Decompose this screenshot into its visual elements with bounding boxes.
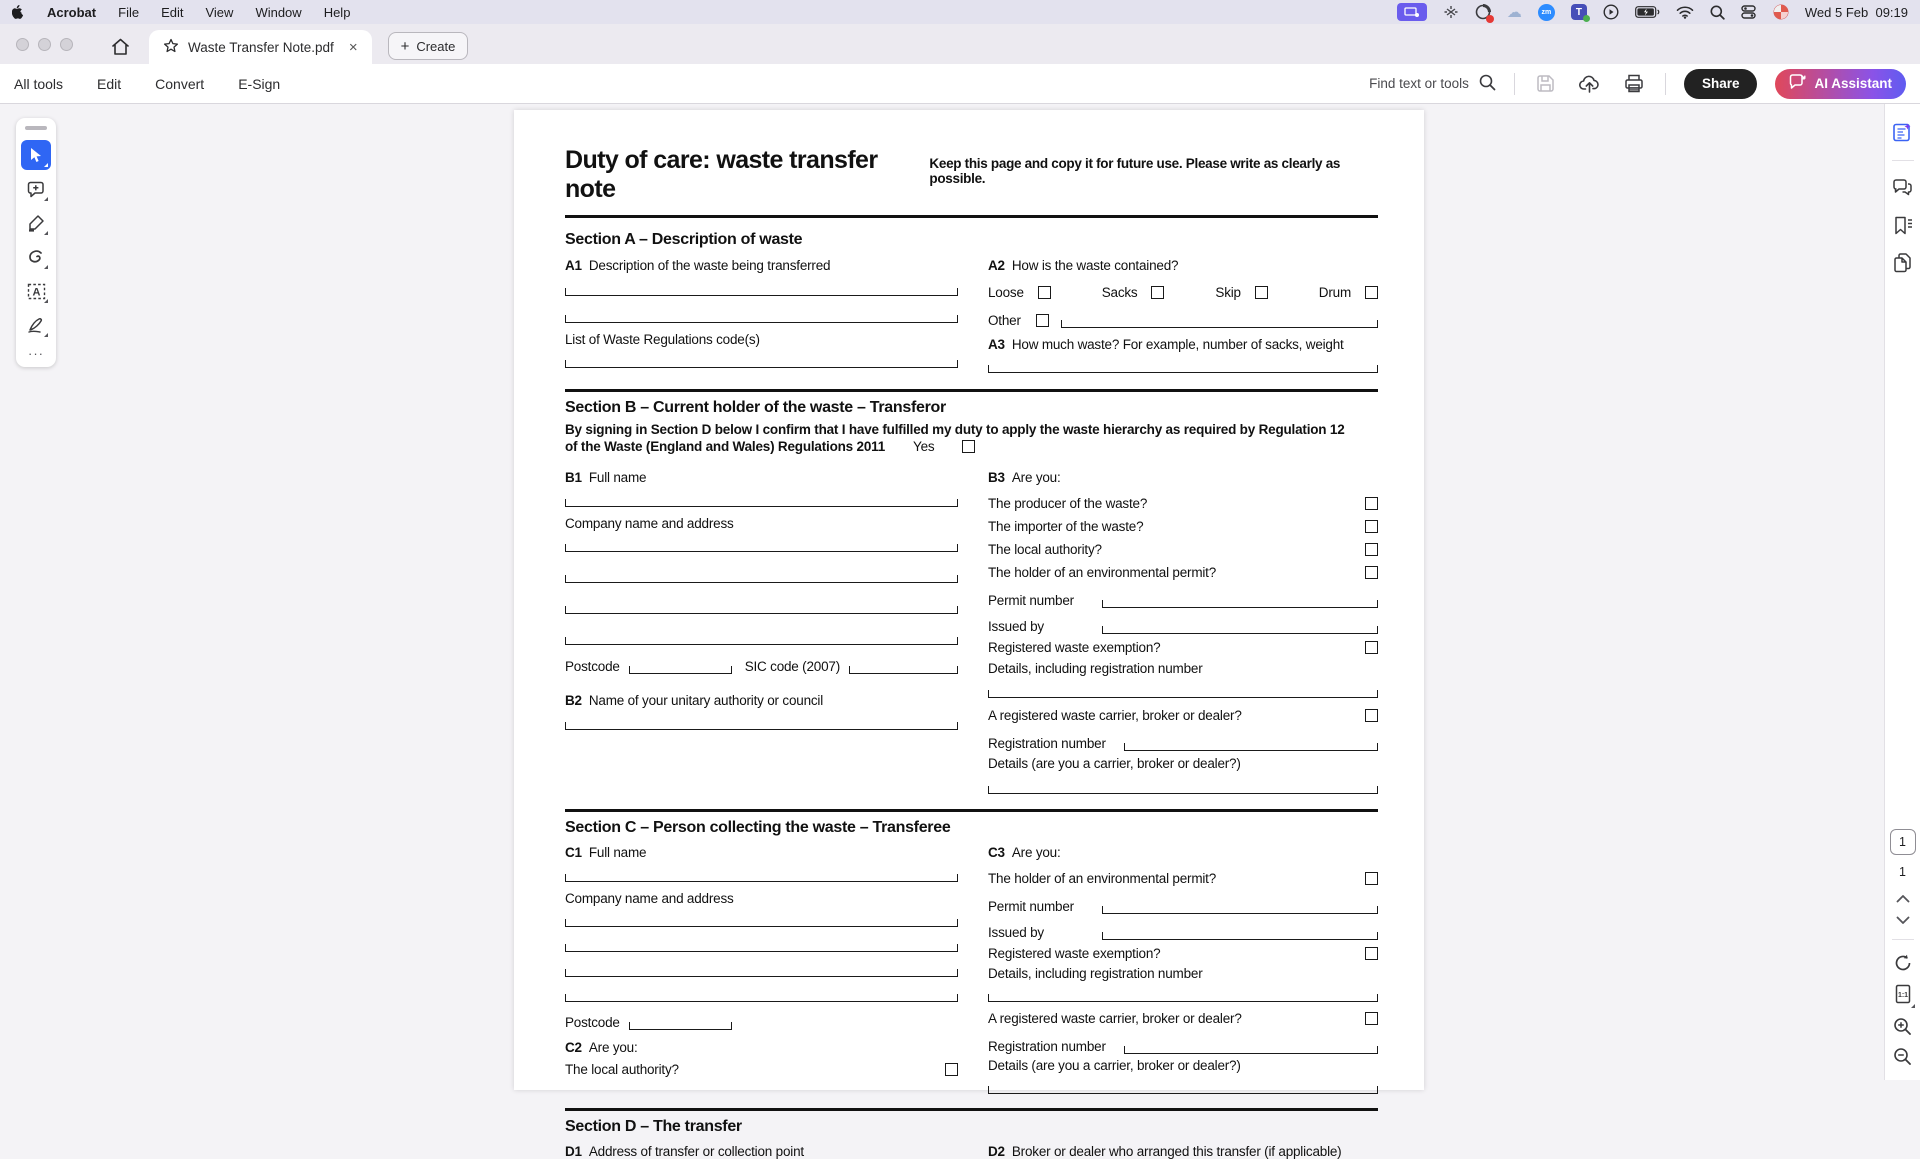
svg-text:1:1: 1:1 bbox=[1897, 992, 1908, 999]
section-rule bbox=[565, 215, 1378, 218]
field-b2-label: B2 Name of your unitary authority or council bbox=[565, 693, 824, 708]
next-page-button[interactable] bbox=[1891, 909, 1915, 931]
right-panel-rail bbox=[1884, 104, 1920, 1080]
checkbox-exemption bbox=[1365, 641, 1378, 654]
write-line bbox=[565, 919, 958, 927]
field-c1-label: C1 Full name bbox=[565, 845, 647, 860]
previous-page-button[interactable] bbox=[1891, 887, 1915, 909]
field-c3-label: C3 Are you: bbox=[988, 845, 1061, 860]
details-carrier-label: Details (are you a carrier, broker or dealer?) bbox=[988, 756, 1241, 771]
q-exemption-label: Registered waste exemption? bbox=[988, 945, 1161, 961]
tab-convert[interactable]: Convert bbox=[155, 75, 205, 92]
page-fit-button[interactable] bbox=[1891, 978, 1915, 1010]
ai-summary-button[interactable] bbox=[1891, 120, 1915, 144]
checkbox-carrier bbox=[1365, 709, 1378, 722]
write-line bbox=[565, 288, 958, 296]
registration-number-label: Registration number bbox=[988, 1039, 1106, 1054]
ai-assistant-icon bbox=[1789, 74, 1806, 93]
checkbox-c-local-authority bbox=[945, 1063, 958, 1076]
q-producer-label: The producer of the waste? bbox=[988, 495, 1148, 511]
write-line bbox=[988, 994, 1378, 1002]
write-line bbox=[1102, 932, 1378, 940]
checkbox-c-carrier bbox=[1365, 1012, 1378, 1025]
menu-window[interactable]: Window bbox=[255, 4, 302, 20]
fill-sign-tool-button[interactable] bbox=[21, 310, 51, 340]
section-a-heading: Section A – Description of waste bbox=[565, 231, 803, 248]
checkbox-env-permit bbox=[1365, 566, 1378, 579]
permit-number-label: Permit number bbox=[988, 593, 1074, 608]
write-line bbox=[1124, 743, 1378, 751]
checkbox-importer bbox=[1365, 520, 1378, 533]
spotlight-search-icon[interactable] bbox=[1710, 3, 1725, 21]
tab-title: Waste Transfer Note.pdf bbox=[188, 39, 334, 55]
q-importer-label: The importer of the waste? bbox=[988, 518, 1144, 534]
q-local-authority-label: The local authority? bbox=[988, 541, 1102, 557]
write-line bbox=[565, 544, 958, 552]
control-center-icon[interactable] bbox=[1741, 3, 1757, 21]
field-a2-label: A2 How is the waste contained? bbox=[988, 258, 1179, 273]
window-minimize-button[interactable] bbox=[38, 38, 51, 51]
page-number-input[interactable]: 1 bbox=[1890, 829, 1916, 855]
play-circle-icon[interactable] bbox=[1603, 3, 1619, 21]
wifi-icon[interactable] bbox=[1676, 3, 1694, 21]
write-line bbox=[1124, 1046, 1378, 1054]
checkbox-producer bbox=[1365, 497, 1378, 510]
issued-by-label: Issued by bbox=[988, 925, 1044, 940]
more-tools-button[interactable]: ··· bbox=[28, 346, 44, 361]
write-line bbox=[1102, 906, 1378, 914]
create-button[interactable] bbox=[388, 32, 469, 60]
write-line bbox=[565, 315, 958, 323]
toolbar-divider bbox=[1514, 73, 1515, 95]
quick-tools-palette bbox=[16, 118, 56, 367]
postcode-label: Postcode bbox=[565, 659, 620, 674]
svg-text:A: A bbox=[32, 286, 40, 298]
menu-view[interactable]: View bbox=[205, 4, 234, 20]
bookmarks-panel-button[interactable] bbox=[1891, 213, 1915, 237]
write-line bbox=[565, 722, 958, 730]
add-comment-tool-button[interactable] bbox=[21, 174, 51, 204]
zoom-out-button[interactable] bbox=[1891, 1042, 1915, 1070]
checkbox-c-exemption bbox=[1365, 947, 1378, 960]
field-b1-label: B1 Full name bbox=[565, 470, 647, 485]
search-icon bbox=[1479, 74, 1496, 94]
container-loose-label: Loose bbox=[988, 284, 1024, 300]
window-close-button[interactable] bbox=[16, 38, 29, 51]
checkbox-skip bbox=[1255, 286, 1268, 299]
menu-help[interactable]: Help bbox=[323, 4, 351, 20]
q-local-authority-label: The local authority? bbox=[565, 1061, 679, 1077]
page-total-label: 1 bbox=[1899, 865, 1906, 879]
ai-assistant-button[interactable] bbox=[1775, 69, 1906, 99]
create-label: Create bbox=[416, 38, 456, 54]
write-line bbox=[629, 666, 732, 674]
section-d-heading: Section D – The transfer bbox=[565, 1118, 742, 1135]
write-line bbox=[565, 969, 958, 977]
container-skip-label: Skip bbox=[1215, 284, 1241, 300]
q-exemption-label: Registered waste exemption? bbox=[988, 639, 1161, 655]
company-label: Company name and address bbox=[565, 891, 734, 906]
issued-by-label: Issued by bbox=[988, 619, 1044, 634]
cloud-sync-icon[interactable]: ☁ bbox=[1506, 4, 1522, 21]
select-tool-button[interactable] bbox=[21, 140, 51, 170]
document-canvas bbox=[0, 104, 1920, 1159]
write-line bbox=[988, 365, 1378, 373]
form-subtitle: Keep this page and copy it for future use. Please write as clearly as possible. bbox=[929, 156, 1341, 186]
highlight-tool-button[interactable] bbox=[21, 208, 51, 238]
details-reg-label: Details, including registration number bbox=[988, 966, 1203, 981]
write-line bbox=[1102, 600, 1378, 608]
document-tab[interactable] bbox=[149, 30, 372, 64]
menubar-clock[interactable]: Wed 5 Feb 09:19 bbox=[1804, 4, 1908, 20]
palette-drag-handle[interactable] bbox=[25, 126, 47, 130]
write-line bbox=[849, 666, 958, 674]
container-other-label: Other bbox=[988, 313, 1021, 328]
details-carrier-label: Details (are you a carrier, broker or dealer?) bbox=[988, 1058, 1241, 1073]
waste-codes-label: List of Waste Regulations code(s) bbox=[565, 332, 760, 347]
write-line bbox=[565, 606, 958, 614]
rotate-page-button[interactable] bbox=[1891, 948, 1915, 978]
tab-esign[interactable]: E-Sign bbox=[238, 75, 281, 92]
macos-menubar bbox=[0, 0, 1920, 24]
write-line bbox=[988, 690, 1378, 698]
write-line bbox=[1061, 320, 1378, 328]
section-b-declaration-2: of the Waste (England and Wales) Regulations 2011 bbox=[565, 439, 886, 454]
write-line bbox=[629, 1022, 732, 1030]
write-line bbox=[988, 1086, 1378, 1094]
section-rule bbox=[565, 809, 1378, 812]
save-button[interactable] bbox=[1533, 71, 1559, 97]
registration-number-label: Registration number bbox=[988, 736, 1106, 751]
checkbox-c-env-permit bbox=[1365, 872, 1378, 885]
print-button[interactable] bbox=[1621, 71, 1647, 97]
form-title: Duty of care: waste transfer note bbox=[565, 146, 878, 203]
page-thumbnails-button[interactable] bbox=[1891, 251, 1915, 275]
field-a1-label: A1 Description of the waste being transferred bbox=[565, 258, 831, 273]
home-button[interactable] bbox=[103, 32, 137, 62]
upload-cloud-button[interactable] bbox=[1577, 71, 1603, 97]
write-line bbox=[565, 994, 958, 1002]
checkbox-loose bbox=[1038, 286, 1051, 299]
menu-file[interactable]: File bbox=[118, 4, 140, 20]
postcode-label: Postcode bbox=[565, 1015, 620, 1030]
field-d2-label: D2 Broker or dealer who arranged this transfer (if applicable) bbox=[988, 1144, 1342, 1159]
field-c2-label: C2 Are you: bbox=[565, 1040, 638, 1055]
share-label: Share bbox=[1701, 76, 1740, 91]
write-line bbox=[565, 360, 958, 368]
menubar-app-name[interactable]: Acrobat bbox=[47, 4, 97, 20]
find-label: Find text or tools bbox=[1369, 76, 1469, 91]
section-b-heading: Section B – Current holder of the waste – Transferor bbox=[565, 399, 946, 416]
checkbox-sacks bbox=[1151, 286, 1164, 299]
star-icon[interactable] bbox=[163, 38, 179, 57]
container-sacks-label: Sacks bbox=[1101, 284, 1138, 300]
teams-icon[interactable]: T bbox=[1571, 4, 1587, 20]
permit-number-label: Permit number bbox=[988, 899, 1074, 914]
checkbox-drum bbox=[1365, 286, 1378, 299]
q-carrier-label: A registered waste carrier, broker or dealer? bbox=[988, 707, 1242, 723]
q-carrier-label: A registered waste carrier, broker or dealer? bbox=[988, 1010, 1242, 1026]
notification-badge-icon[interactable] bbox=[1475, 3, 1491, 21]
write-line bbox=[565, 944, 958, 952]
company-label: Company name and address bbox=[565, 516, 734, 531]
write-line bbox=[565, 874, 958, 882]
q-env-permit-label: The holder of an environmental permit? bbox=[988, 564, 1217, 580]
section-b-declaration-1: By signing in Section D below I confirm that I have fulfilled my duty to apply the waste hierarchy as required by Regulation 12 bbox=[565, 422, 1345, 437]
find-text-button[interactable] bbox=[1369, 74, 1496, 94]
window-zoom-button[interactable] bbox=[60, 38, 73, 51]
draw-tool-button[interactable] bbox=[21, 242, 51, 272]
details-reg-label: Details, including registration number bbox=[988, 661, 1203, 676]
acrobat-toolbar bbox=[0, 64, 1920, 104]
toolbar-divider bbox=[1665, 73, 1666, 95]
menu-edit[interactable]: Edit bbox=[161, 4, 184, 20]
write-line bbox=[1102, 626, 1378, 634]
rail-divider bbox=[1892, 160, 1914, 161]
tab-edit[interactable]: Edit bbox=[97, 75, 122, 92]
field-b3-label: B3 Are you: bbox=[988, 470, 1061, 485]
write-line bbox=[565, 575, 958, 583]
ai-assistant-label: AI Assistant bbox=[1814, 76, 1892, 91]
tab-all-tools[interactable]: All tools bbox=[14, 75, 64, 92]
plus-icon: + bbox=[400, 37, 410, 55]
mic-muted-icon[interactable] bbox=[1443, 3, 1459, 21]
zoom-in-button[interactable] bbox=[1891, 1010, 1915, 1042]
pinwheel-app-icon[interactable] bbox=[1773, 3, 1789, 21]
checkbox-hierarchy-yes bbox=[962, 440, 975, 453]
section-rule bbox=[565, 389, 1378, 392]
comments-panel-button[interactable] bbox=[1891, 175, 1915, 199]
container-drum-label: Drum bbox=[1318, 284, 1351, 300]
write-line bbox=[565, 499, 958, 507]
q-env-permit-label: The holder of an environmental permit? bbox=[988, 870, 1217, 886]
write-line bbox=[988, 786, 1378, 794]
yes-label: Yes bbox=[913, 439, 935, 454]
rail-divider bbox=[1892, 939, 1914, 940]
battery-icon[interactable] bbox=[1635, 3, 1660, 21]
section-rule bbox=[565, 1108, 1378, 1111]
acrobat-tabbar bbox=[0, 24, 1920, 64]
zoom-app-icon[interactable]: zm bbox=[1538, 4, 1555, 21]
field-d1-label: D1 Address of transfer or collection point bbox=[565, 1144, 804, 1159]
pdf-page bbox=[514, 110, 1424, 1159]
screen-share-icon[interactable] bbox=[1397, 3, 1427, 21]
checkbox-local-authority bbox=[1365, 543, 1378, 556]
add-text-tool-button[interactable] bbox=[21, 276, 51, 306]
field-a3-label: A3 How much waste? For example, number of sacks, weight bbox=[988, 337, 1344, 352]
write-line bbox=[565, 637, 958, 645]
tab-close-icon[interactable]: × bbox=[348, 38, 358, 56]
checkbox-other bbox=[1036, 314, 1049, 327]
section-c-heading: Section C – Person collecting the waste – Transferee bbox=[565, 819, 951, 836]
apple-logo-icon[interactable] bbox=[12, 3, 25, 21]
share-button[interactable] bbox=[1684, 69, 1758, 99]
sic-code-label: SIC code (2007) bbox=[744, 659, 840, 674]
